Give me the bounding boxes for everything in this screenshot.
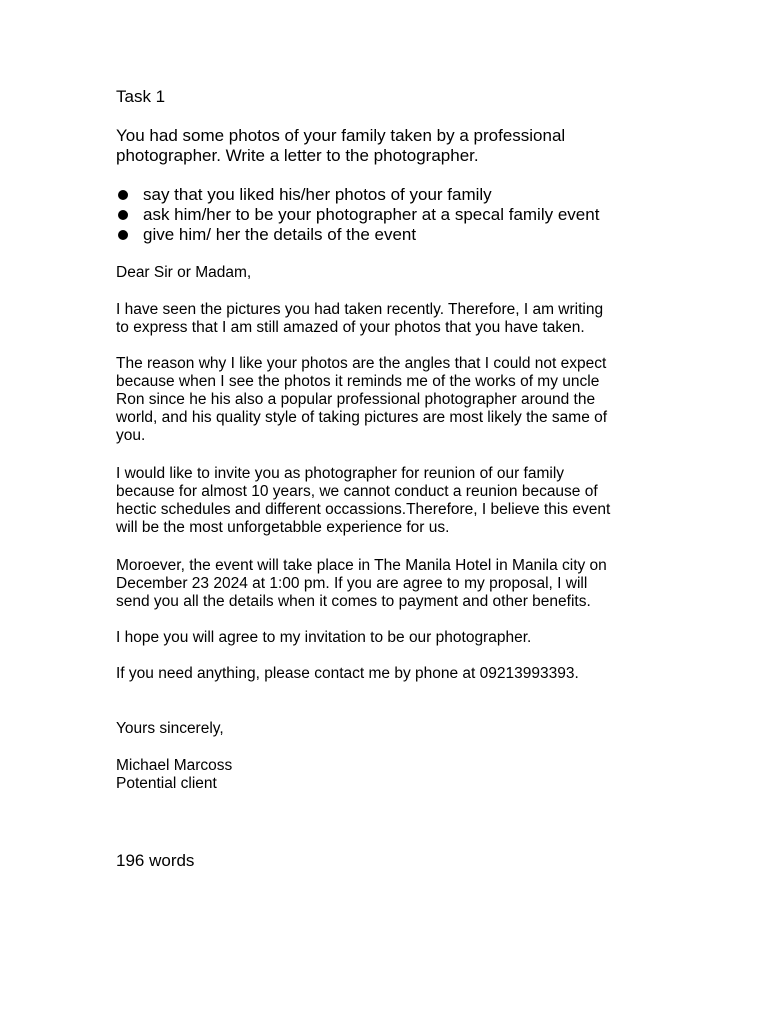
letter-closing: Yours sincerely, [116,720,224,737]
paragraph-line: If you need anything, please contact me by phone at 09213993393. [116,665,579,682]
letter-paragraph [116,355,656,445]
paragraph-line: Ron since he his also a popular professional photographer around the [116,391,596,408]
paragraph-line: to express that I am still amazed of your photos that you have taken. [116,319,585,336]
paragraph-line: I hope you will agree to my invitation to be our photographer. [116,629,532,646]
letter-paragraph [116,629,656,647]
paragraph-line: hectic schedules and different occassions.Therefore, I believe this event [116,501,611,518]
task-bullet-list [116,185,599,245]
paragraph-line: will be the most unforgetabble experience for us. [116,519,450,536]
paragraph-line: you. [116,427,146,444]
paragraph-line: because when I see the photos it reminds me of the works of my uncle [116,373,600,390]
letter-paragraph [116,665,656,683]
task-bullet-text: give him/ her the details of the event [143,225,417,244]
paragraph-line: December 23 2024 at 1:00 pm. If you are agree to my proposal, I will [116,575,588,592]
task-bullet-item [116,205,599,225]
letter-paragraph [116,465,656,537]
task-title: Task 1 [116,87,166,106]
task-bullet-text: say that you liked his/her photos of your family [143,185,492,204]
task-prompt-line: You had some photos of your family taken by a professional [116,126,566,145]
task-prompt [116,126,636,166]
word-count: 196 words [116,851,195,870]
paragraph-line: The reason why I like your photos are the angles that I could not expect [116,355,607,372]
letter-salutation: Dear Sir or Madam, [116,264,252,281]
task-bullet-text: ask him/her to be your photographer at a specal family event [143,205,600,224]
paragraph-line: because for almost 10 years, we cannot conduct a reunion because of [116,483,598,500]
bullet-dot-icon [118,230,128,240]
paragraph-line: world, and his quality style of taking pictures are most likely the same of [116,409,608,426]
task-prompt-line: photographer. Write a letter to the photographer. [116,146,479,165]
bullet-dot-icon [118,210,128,220]
paragraph-line: I have seen the pictures you had taken recently. Therefore, I am writing [116,301,604,318]
task-bullet-item [116,225,599,245]
signature-name: Michael Marcoss [116,757,233,774]
letter-paragraph [116,557,656,611]
signature-role: Potential client [116,775,217,792]
bullet-dot-icon [118,190,128,200]
paragraph-line: I would like to invite you as photographer for reunion of our family [116,465,565,482]
paragraph-line: send you all the details when it comes to payment and other benefits. [116,593,591,610]
letter-paragraph [116,301,656,337]
paragraph-line: Moroever, the event will take place in The Manila Hotel in Manila city on [116,557,607,574]
task-bullet-item [116,185,599,205]
